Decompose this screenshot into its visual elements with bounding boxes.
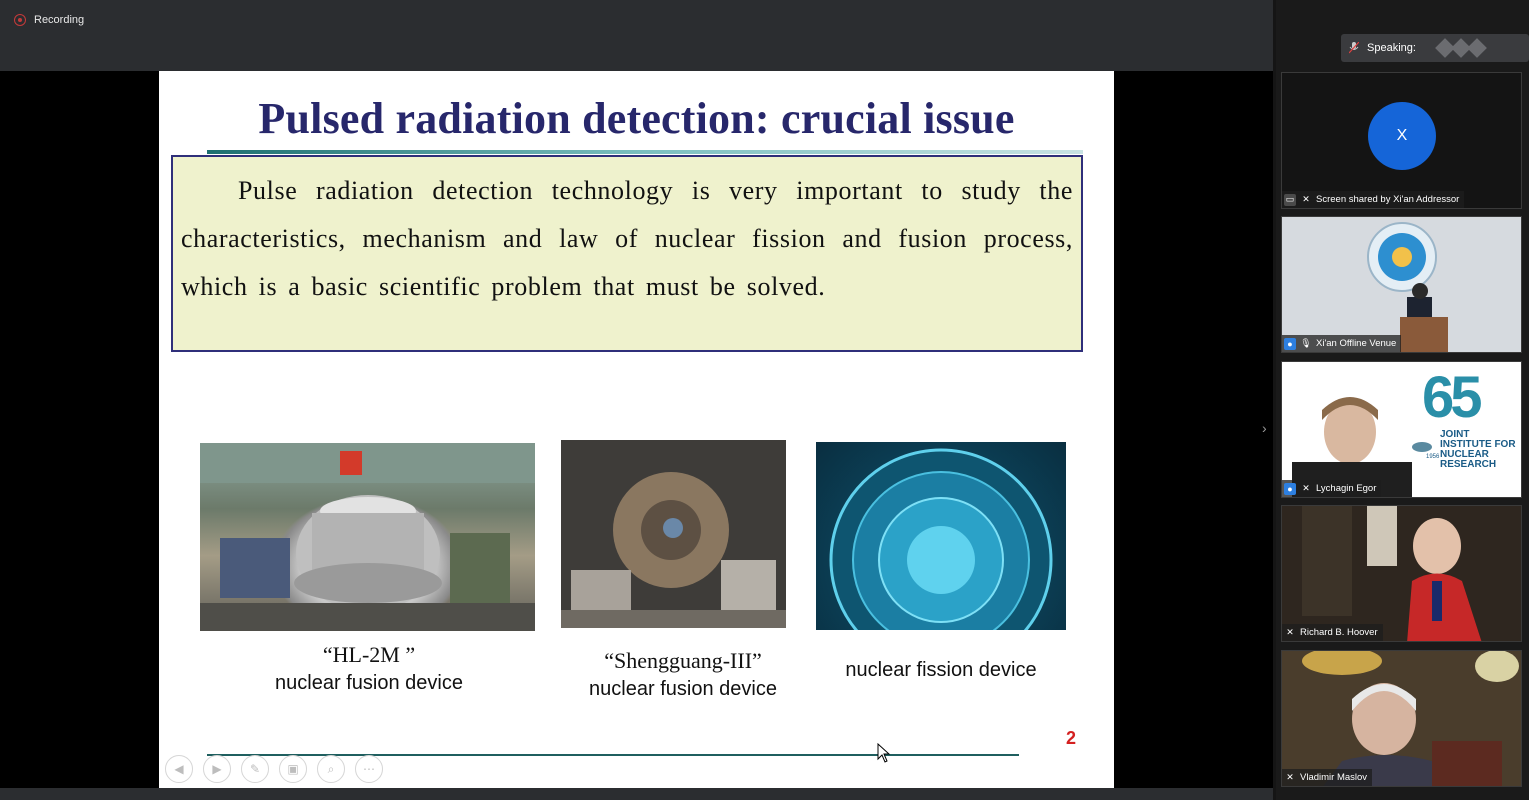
participant-name: Vladimir Maslov — [1300, 772, 1368, 783]
speaker-avatars — [1438, 41, 1484, 55]
fission-reactor-photo — [816, 442, 1066, 630]
caption-subtitle: nuclear fusion device — [275, 672, 463, 694]
presentation-slide — [159, 71, 1114, 788]
recording-indicator[interactable] — [14, 14, 84, 26]
participant-name: Screen shared by Xi'an Addressor — [1316, 194, 1460, 205]
caption-title: “Shengguang-III” — [604, 648, 762, 673]
mic-muted-icon: ✕ — [1286, 627, 1294, 637]
avatar: X — [1368, 102, 1436, 170]
mouse-cursor-icon — [877, 743, 891, 763]
participant-video — [1282, 651, 1522, 787]
slide-title: Pulsed radiation detection: crucial issue — [258, 94, 1015, 143]
caption-hl-2m — [219, 641, 519, 697]
caption-title: “HL-2M ” — [322, 642, 416, 667]
participant-video — [1282, 506, 1522, 642]
slide-page-number: 2 — [1066, 728, 1077, 748]
pen-icon[interactable]: ✎ — [241, 755, 269, 783]
mic-muted-icon: ✕ — [1286, 772, 1294, 782]
slide-text-box — [171, 155, 1083, 352]
hl-2m-photo — [200, 443, 535, 631]
prev-slide-icon[interactable]: ◀ — [165, 755, 193, 783]
caption-shengguang — [563, 647, 803, 703]
more-icon[interactable]: ⋯ — [355, 755, 383, 783]
mic-muted-icon — [1349, 42, 1359, 54]
participant-tile[interactable] — [1281, 505, 1522, 642]
user-icon: ● — [1284, 483, 1296, 495]
participant-name: Xi'an Offline Venue — [1316, 338, 1397, 349]
participant-label — [1282, 480, 1381, 497]
participant-tile[interactable] — [1281, 361, 1522, 498]
zoom-icon[interactable]: ⌕ — [317, 755, 345, 783]
bottom-strip — [0, 788, 1273, 800]
caption-subtitle: nuclear fusion device — [589, 678, 777, 700]
mic-muted-icon: ✕ — [1302, 194, 1310, 204]
record-icon — [14, 14, 26, 26]
shengguang-iii-photo — [561, 440, 786, 628]
participant-tile[interactable] — [1281, 216, 1522, 353]
slide-toolbar — [165, 755, 383, 783]
slide-body-text: Pulse radiation detection technology is very important to study the characteristics, mechanism and law of nuclear fission and fusion process, which is a basic scientific problem that must be solved. — [181, 176, 1073, 301]
participant-label — [1282, 335, 1401, 352]
jinr-logo-number: 65 — [1422, 365, 1479, 430]
participant-tile[interactable] — [1281, 72, 1522, 209]
title-underline — [207, 150, 1083, 154]
jinr-logo-year: 1956 — [1426, 454, 1440, 460]
caption-fission — [816, 656, 1066, 684]
top-bar — [0, 0, 1273, 71]
recording-label: Recording — [34, 14, 85, 26]
participant-label — [1282, 191, 1464, 208]
jinr-logo-text: JOINT INSTITUTE FOR NUCLEAR RESEARCH — [1440, 429, 1516, 470]
next-slide-icon[interactable]: ▶ — [203, 755, 231, 783]
screen-icon[interactable]: ▣ — [279, 755, 307, 783]
participant-tile[interactable] — [1281, 650, 1522, 787]
speaking-indicator — [1341, 34, 1529, 62]
mic-icon: 🎙 — [1300, 338, 1312, 348]
chevron-right-icon[interactable]: › — [1262, 420, 1267, 436]
caption-title: nuclear fission device — [845, 659, 1037, 681]
participant-name: Richard B. Hoover — [1300, 627, 1378, 638]
participants-panel — [1276, 0, 1529, 800]
speaking-label: Speaking: — [1367, 42, 1416, 54]
participant-label — [1282, 624, 1383, 641]
user-icon: ● — [1284, 338, 1296, 350]
screen-share-icon: ▭ — [1285, 194, 1295, 204]
venue-video — [1282, 217, 1522, 353]
participant-label — [1282, 769, 1372, 786]
participant-name: Lychagin Egor — [1316, 483, 1377, 494]
mic-muted-icon: ✕ — [1302, 483, 1310, 493]
